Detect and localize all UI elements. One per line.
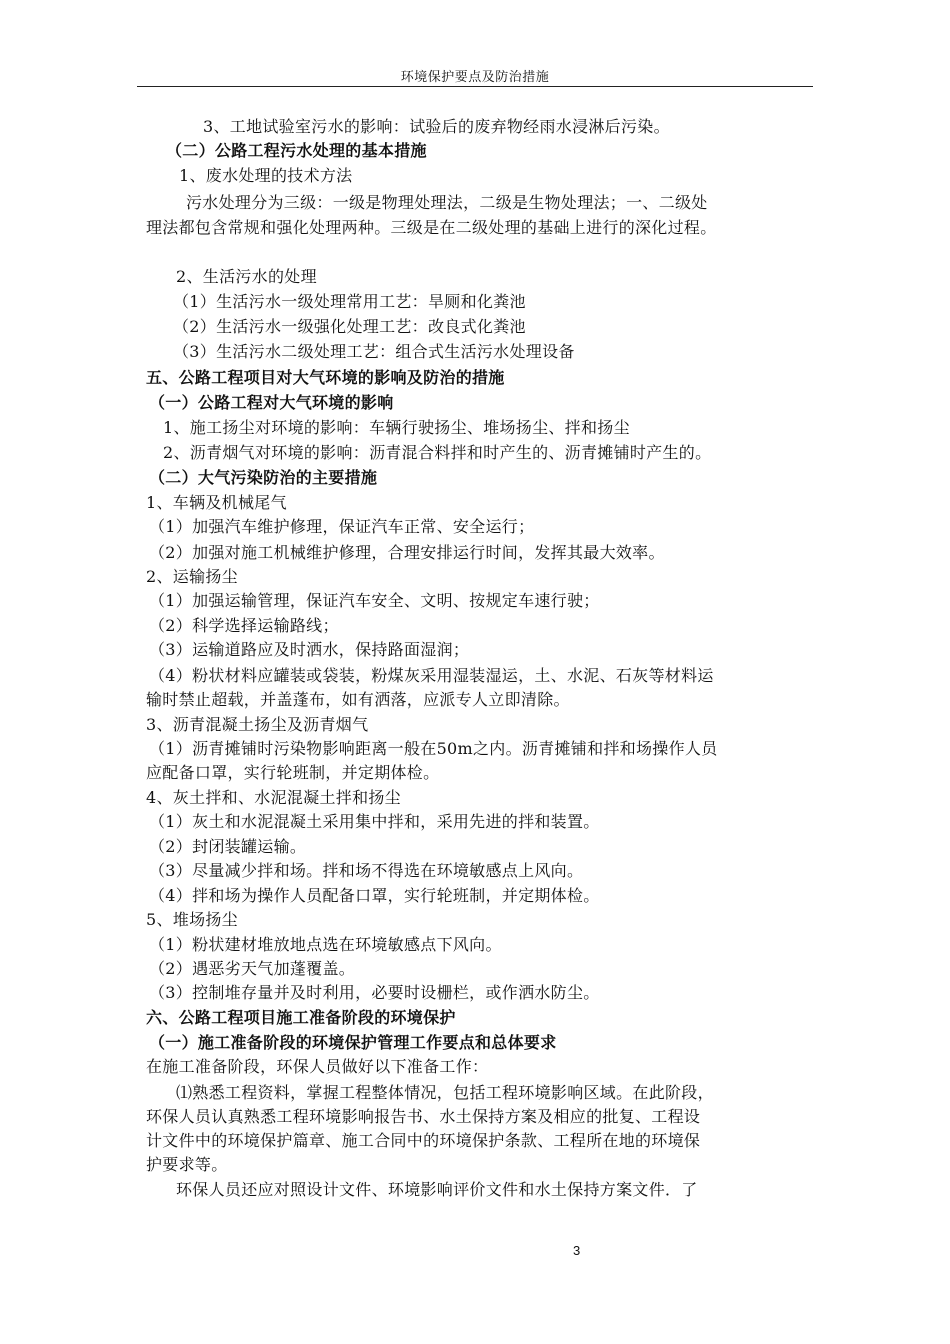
paragraph-line: 5、堆场扬尘 [146, 910, 238, 929]
paragraph-line: ⑴熟悉工程资料，掌握工程整体情况，包括工程环境影响区域。在此阶段， [176, 1083, 714, 1102]
paragraph-line: （3）控制堆存量并及时利用，必要时设栅栏，或作洒水防尘。 [149, 983, 600, 1002]
paragraph-line: 2、生活污水的处理 [176, 267, 317, 286]
section-heading: （一）公路工程对大气环境的影响 [149, 393, 394, 412]
paragraph-line: （4）拌和场为操作人员配备口罩，实行轮班制，并定期体检。 [149, 886, 600, 905]
paragraph-line: 输时禁止超载，并盖蓬布，如有洒落，应派专人立即清除。 [146, 690, 570, 709]
paragraph-line: 环保人员还应对照设计文件、环境影响评价文件和水土保持方案文件．了 [176, 1180, 698, 1199]
paragraph-line: （2）科学选择运输路线； [149, 616, 339, 635]
paragraph-line: （1）沥青摊铺时污染物影响距离一般在50m之内。沥青摊铺和拌和场操作人员 [149, 739, 718, 758]
paragraph-line: 在施工准备阶段，环保人员做好以下准备工作： [146, 1057, 489, 1076]
section-heading: （一）施工准备阶段的环境保护管理工作要点和总体要求 [149, 1033, 557, 1052]
paragraph-line: 应配备口罩，实行轮班制，并定期体检。 [146, 763, 440, 782]
paragraph-line: 4、灰土拌和、水泥混凝土拌和扬尘 [146, 788, 401, 807]
paragraph-line: （3）生活污水二级处理工艺：组合式生活污水处理设备 [173, 342, 575, 361]
paragraph-line: 护要求等。 [146, 1155, 228, 1174]
paragraph-line: 计文件中的环境保护篇章、施工合同中的环境保护条款、工程所在地的环境保 [146, 1131, 701, 1150]
paragraph-line: 3、工地试验室污水的影响：试验后的废弃物经雨水浸淋后污染。 [203, 117, 670, 136]
paragraph-line: （1）加强运输管理，保证汽车安全、文明、按规定车速行驶； [149, 591, 600, 610]
paragraph-line: 环保人员认真熟悉工程环境影响报告书、水土保持方案及相应的批复、工程设 [146, 1107, 701, 1126]
paragraph-line: 1、废水处理的技术方法 [179, 166, 353, 185]
paragraph-line: （1）加强汽车维护修理，保证汽车正常、安全运行； [149, 517, 535, 536]
section-heading: 五、公路工程项目对大气环境的影响及防治的措施 [146, 368, 505, 387]
paragraph-line: （4）粉状材料应罐装或袋装，粉煤灰采用湿装湿运，土、水泥、石灰等材料运 [149, 666, 714, 685]
paragraph-line: （2）遇恶劣天气加蓬覆盖。 [149, 959, 356, 978]
paragraph-line: （3）尽量减少拌和场。拌和场不得选在环境敏感点上风向。 [149, 861, 584, 880]
paragraph-line: 1、施工扬尘对环境的影响：车辆行驶扬尘、堆场扬尘、拌和扬尘 [163, 418, 630, 437]
paragraph-line: （2）封闭装罐运输。 [149, 837, 307, 856]
page-header-title: 环境保护要点及防治措施 [400, 70, 550, 85]
paragraph-line: （2）加强对施工机械维护修理，合理安排运行时间，发挥其最大效率。 [149, 543, 665, 562]
section-heading: 六、公路工程项目施工准备阶段的环境保护 [146, 1008, 456, 1027]
paragraph-line: （2）生活污水一级强化处理工艺：改良式化粪池 [173, 317, 526, 336]
section-heading: （二）公路工程污水处理的基本措施 [166, 141, 427, 160]
paragraph-line: 2、沥青烟气对环境的影响：沥青混合料拌和时产生的、沥青摊铺时产生的。 [163, 443, 712, 462]
paragraph-line: 3、沥青混凝土扬尘及沥青烟气 [146, 715, 369, 734]
paragraph-line: （1）灰土和水泥混凝土采用集中拌和，采用先进的拌和装置。 [149, 812, 600, 831]
paragraph-line: 理法都包含常规和强化处理两种。三级是在二级处理的基础上进行的深化过程。 [146, 218, 717, 237]
paragraph-line: （3）运输道路应及时洒水，保持路面湿润； [149, 640, 470, 659]
paragraph-line: 2、运输扬尘 [146, 567, 238, 586]
paragraph-line: 1、车辆及机械尾气 [146, 493, 287, 512]
page-number: 3 [573, 1243, 581, 1258]
paragraph-line: （1）生活污水一级处理常用工艺：旱厕和化粪池 [173, 292, 526, 311]
paragraph-line: 污水处理分为三级：一级是物理处理法，二级是生物处理法；一、二级处 [186, 193, 708, 212]
section-heading: （二）大气污染防治的主要措施 [149, 468, 378, 487]
header-rule [137, 86, 813, 87]
paragraph-line: （1）粉状建材堆放地点选在环境敏感点下风向。 [149, 935, 502, 954]
